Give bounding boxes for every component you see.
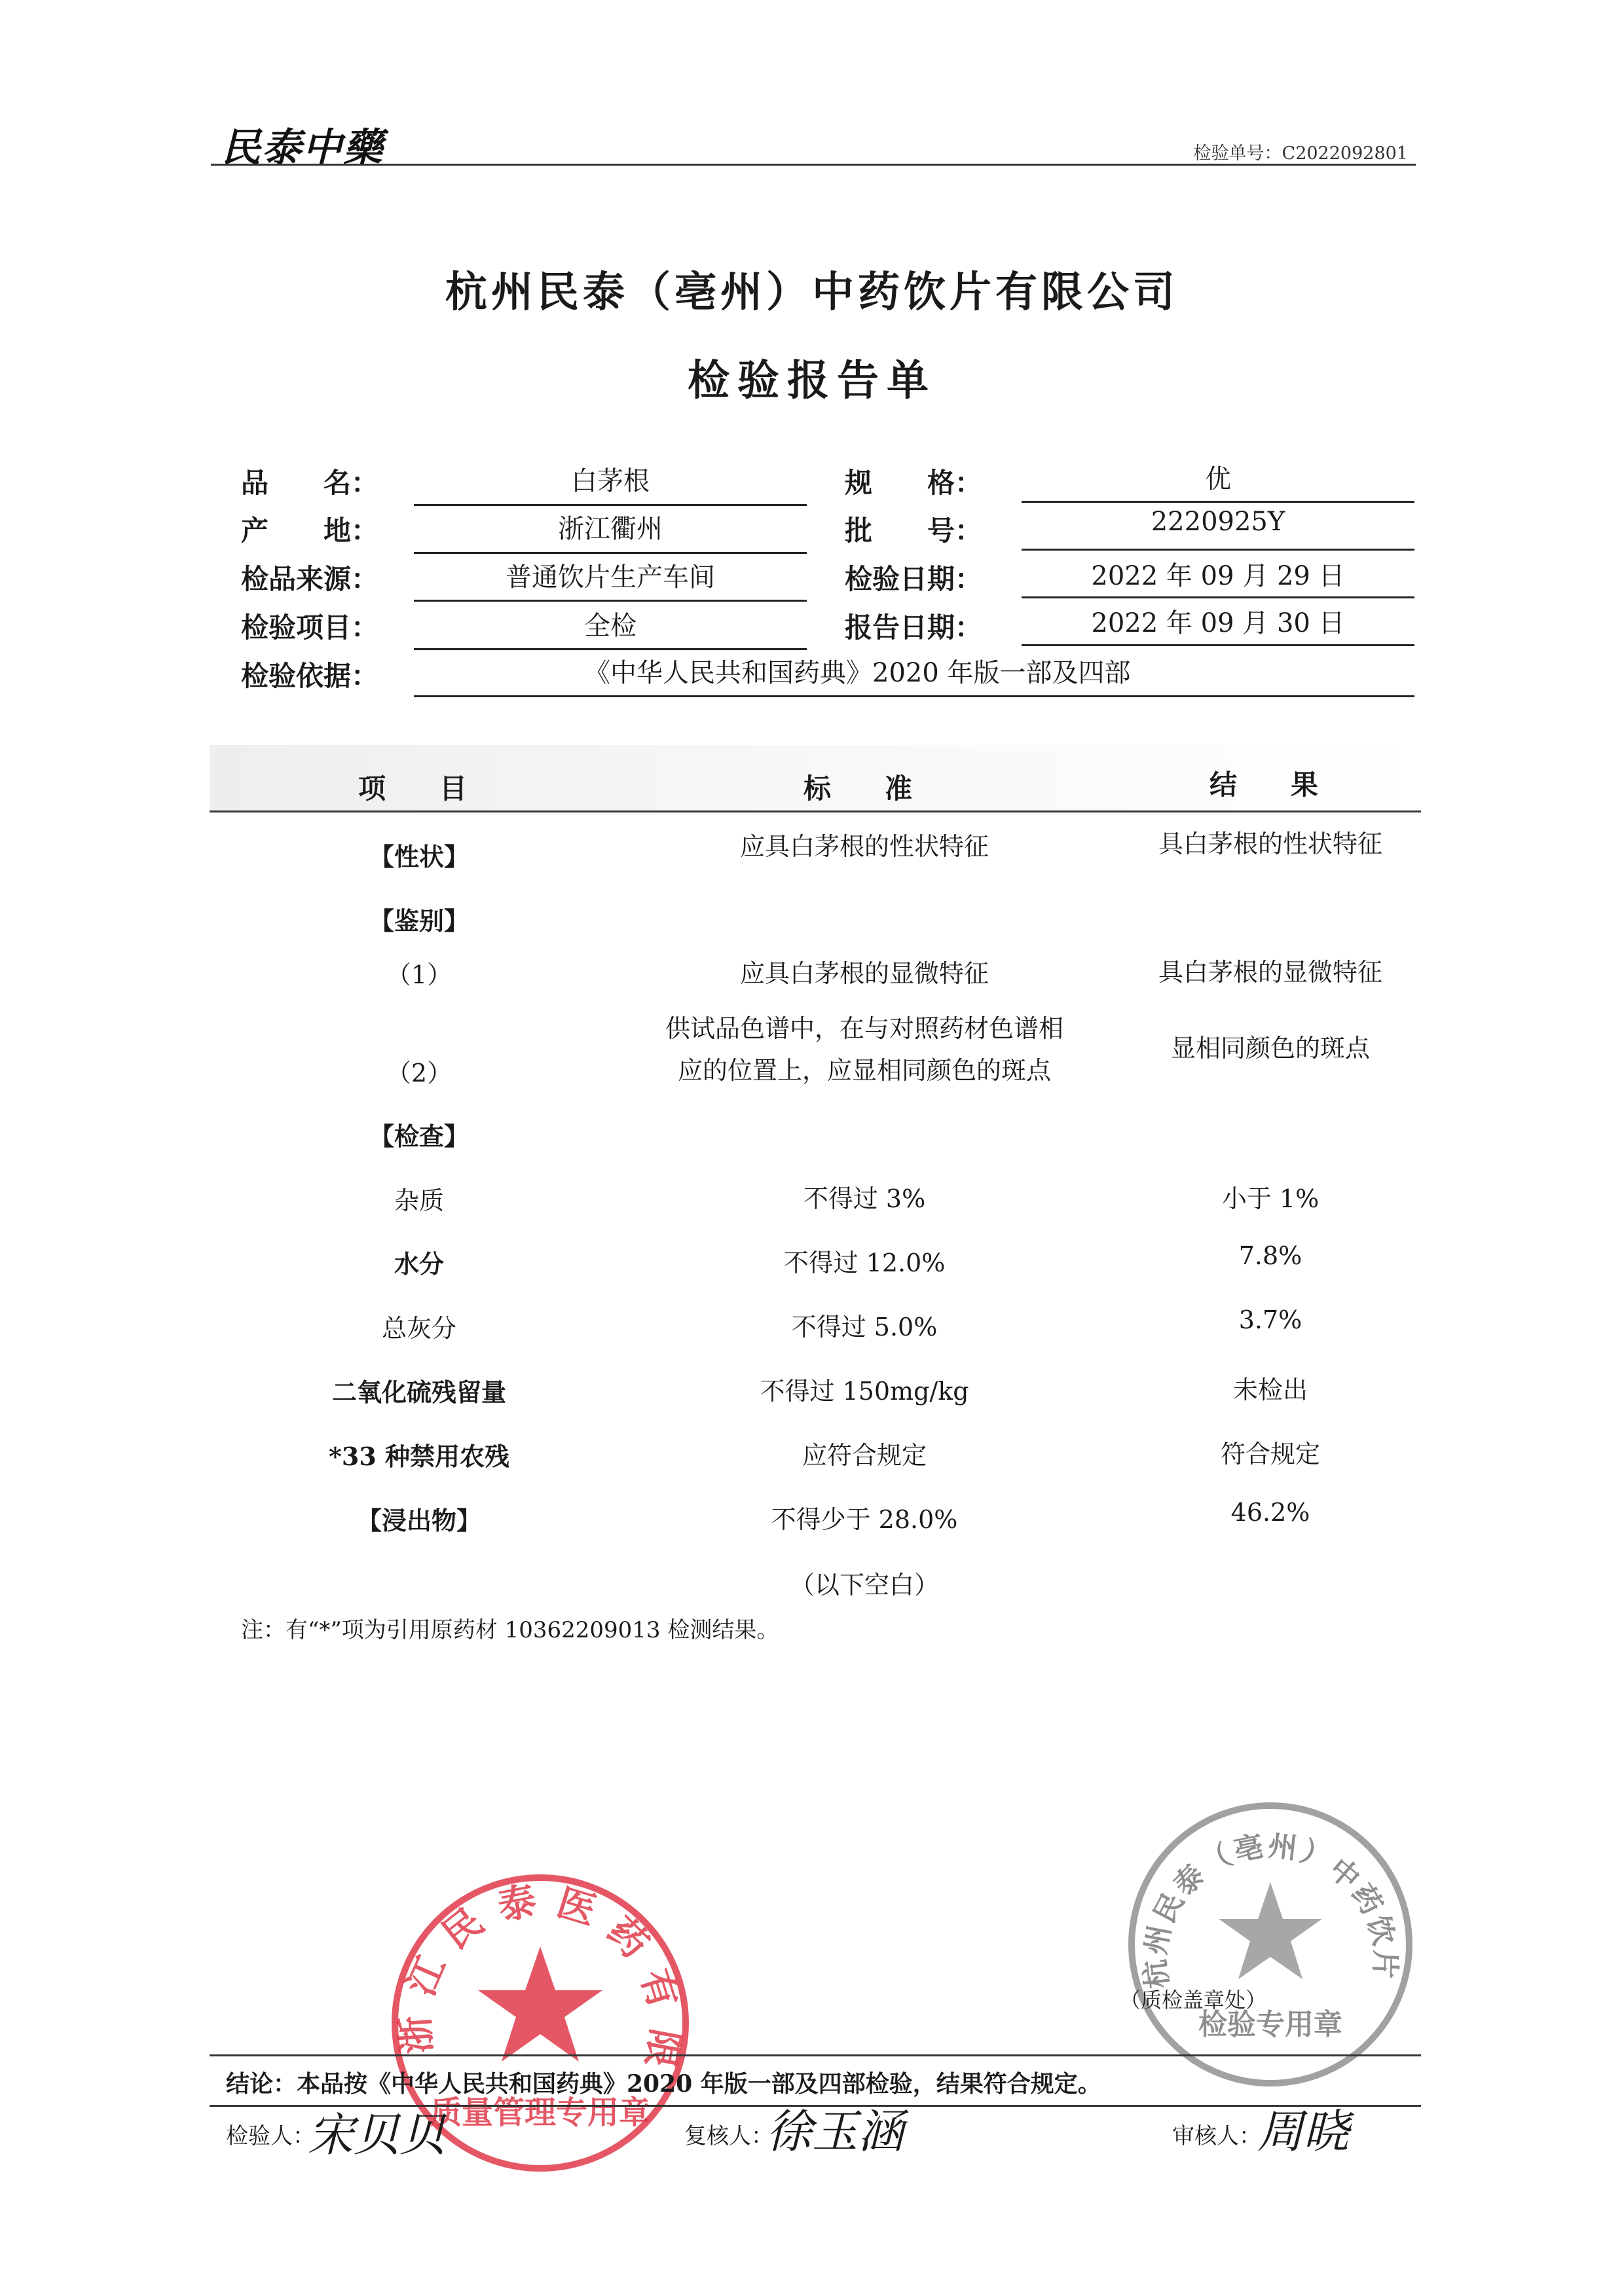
table-row-item: 总灰分 <box>381 1314 456 1343</box>
reviewer-label: 复核人： <box>684 2123 773 2149</box>
name-value: 白茅根 <box>571 466 650 496</box>
star-icon <box>1219 1882 1322 1979</box>
conclusion-text: 结论：本品按《中华人民共和国药典》2020 年版一部及四部检验，结果符合规定。 <box>226 2070 1101 2098</box>
table-header-divider <box>210 811 1421 812</box>
report-date-value: 2022 年 09 月 30 日 <box>1091 608 1345 638</box>
spec-label: 规 格： <box>845 467 983 499</box>
table-row-result: 46.2% <box>1230 1498 1310 1527</box>
table-row-item: 二氧化硫残留量 <box>331 1377 506 1407</box>
origin-value: 浙江衢州 <box>558 514 663 544</box>
col-header-item: 项 目 <box>358 773 480 805</box>
source-underline <box>414 600 807 602</box>
company-logo: 民泰中藥 <box>221 125 384 171</box>
table-row-standard: 不得过 150mg/kg <box>760 1377 969 1406</box>
batch-underline <box>1022 549 1414 551</box>
table-row-item: 【浸出物】 <box>356 1506 481 1535</box>
document-title: 检验报告单 <box>688 356 936 405</box>
table-row-standard-line1: 供试品色谱中，在与对照药材色谱相 <box>665 1014 1063 1043</box>
table-row-result: 符合规定 <box>1220 1440 1320 1468</box>
source-label: 检品来源： <box>241 563 379 595</box>
table-row-result: 显相同颜色的斑点 <box>1170 1034 1370 1063</box>
name-underline <box>414 504 807 506</box>
table-row-item: 【鉴别】 <box>369 906 469 936</box>
origin-label: 产 地： <box>241 515 379 547</box>
test-date-value: 2022 年 09 月 29 日 <box>1091 561 1345 591</box>
table-row-standard: 应具白茅根的性状特征 <box>739 832 989 861</box>
batch-label: 批 号： <box>845 515 983 547</box>
basis-value: 《中华人民共和国药典》2020 年版一部及四部 <box>584 658 1131 688</box>
spec-value: 优 <box>1205 464 1231 494</box>
table-row-item: 【检查】 <box>369 1121 469 1151</box>
gray-seal-inner-text: 检验专用章 <box>1198 2008 1342 2041</box>
item-underline <box>414 648 807 650</box>
report-number: 检验单号：C2022092801 <box>1193 143 1408 164</box>
inspector-label: 检验人： <box>226 2123 315 2149</box>
gray-seal-graphic <box>1123 1797 1418 2092</box>
table-row-result: 7.8% <box>1238 1241 1302 1270</box>
table-row-item: *33 种禁用农残 <box>329 1442 509 1471</box>
red-seal-inner-text: 质量管理专用章 <box>430 2094 651 2131</box>
source-value: 普通饮片生产车间 <box>506 562 715 592</box>
inspector-signature: 宋贝贝 <box>308 2108 445 2162</box>
approver-signature: 周晓 <box>1257 2105 1349 2159</box>
table-row-result: 小于 1% <box>1221 1184 1320 1213</box>
test-date-label: 检验日期： <box>845 563 983 595</box>
reviewer-signature: 徐玉涵 <box>766 2105 904 2159</box>
table-row-result: 未检出 <box>1232 1376 1308 1404</box>
report-date-label: 报告日期： <box>845 611 983 644</box>
report-date-underline <box>1022 644 1414 646</box>
company-name: 杭州民泰（亳州）中药饮片有限公司 <box>445 268 1179 317</box>
basis-label: 检验依据： <box>241 660 379 692</box>
spec-underline <box>1022 501 1414 503</box>
table-row-result: 具白茅根的显微特征 <box>1158 958 1382 987</box>
conclusion-top-divider <box>210 2054 1421 2056</box>
table-row-standard: 不得少于 28.0% <box>771 1505 958 1534</box>
table-row-item: （1） <box>386 960 452 989</box>
table-row-standard: 不得过 5.0% <box>791 1313 938 1341</box>
table-row-result: 3.7% <box>1238 1305 1302 1334</box>
table-row-standard: 不得过 3% <box>803 1184 926 1213</box>
item-label: 检验项目： <box>241 611 379 644</box>
test-date-underline <box>1022 596 1414 598</box>
table-row-item: 杂质 <box>394 1186 444 1215</box>
gray-seal-outer-text: 杭州民泰（亳州）中药饮片 <box>1138 1829 1402 1990</box>
basis-underline <box>414 695 1414 697</box>
table-row-item: 水分 <box>394 1249 444 1279</box>
name-label: 品 名： <box>241 467 379 499</box>
table-row-item: 【性状】 <box>369 842 469 871</box>
table-row-standard: 应具白茅根的显微特征 <box>739 959 989 988</box>
table-row-result: 具白茅根的性状特征 <box>1158 829 1382 858</box>
col-header-result: 结 果 <box>1209 769 1331 801</box>
header-divider <box>211 164 1416 166</box>
red-seal-outer-text: 浙江民泰医药有限 <box>392 1878 688 2071</box>
gray-inspection-seal <box>1123 1797 1418 2092</box>
batch-value: 2220925Y <box>1151 507 1285 537</box>
table-row-standard: 不得过 12.0% <box>783 1248 946 1277</box>
origin-underline <box>414 552 807 554</box>
approver-label: 审核人： <box>1172 2123 1261 2149</box>
table-row-item: （2） <box>386 1059 452 1087</box>
blank-below-note: （以下空白） <box>789 1571 939 1599</box>
star-icon <box>478 1946 602 2062</box>
table-row-standard-line2: 应的位置上，应显相同颜色的斑点 <box>677 1056 1051 1085</box>
table-row-standard: 应符合规定 <box>802 1441 927 1470</box>
col-header-standard: 标 准 <box>803 773 925 805</box>
footnote: 注：有“*”项为引用原药材 10362209013 检测结果。 <box>241 1617 779 1643</box>
item-value: 全检 <box>584 611 637 641</box>
seal-placement-note: （质检盖章处） <box>1120 1988 1267 2013</box>
